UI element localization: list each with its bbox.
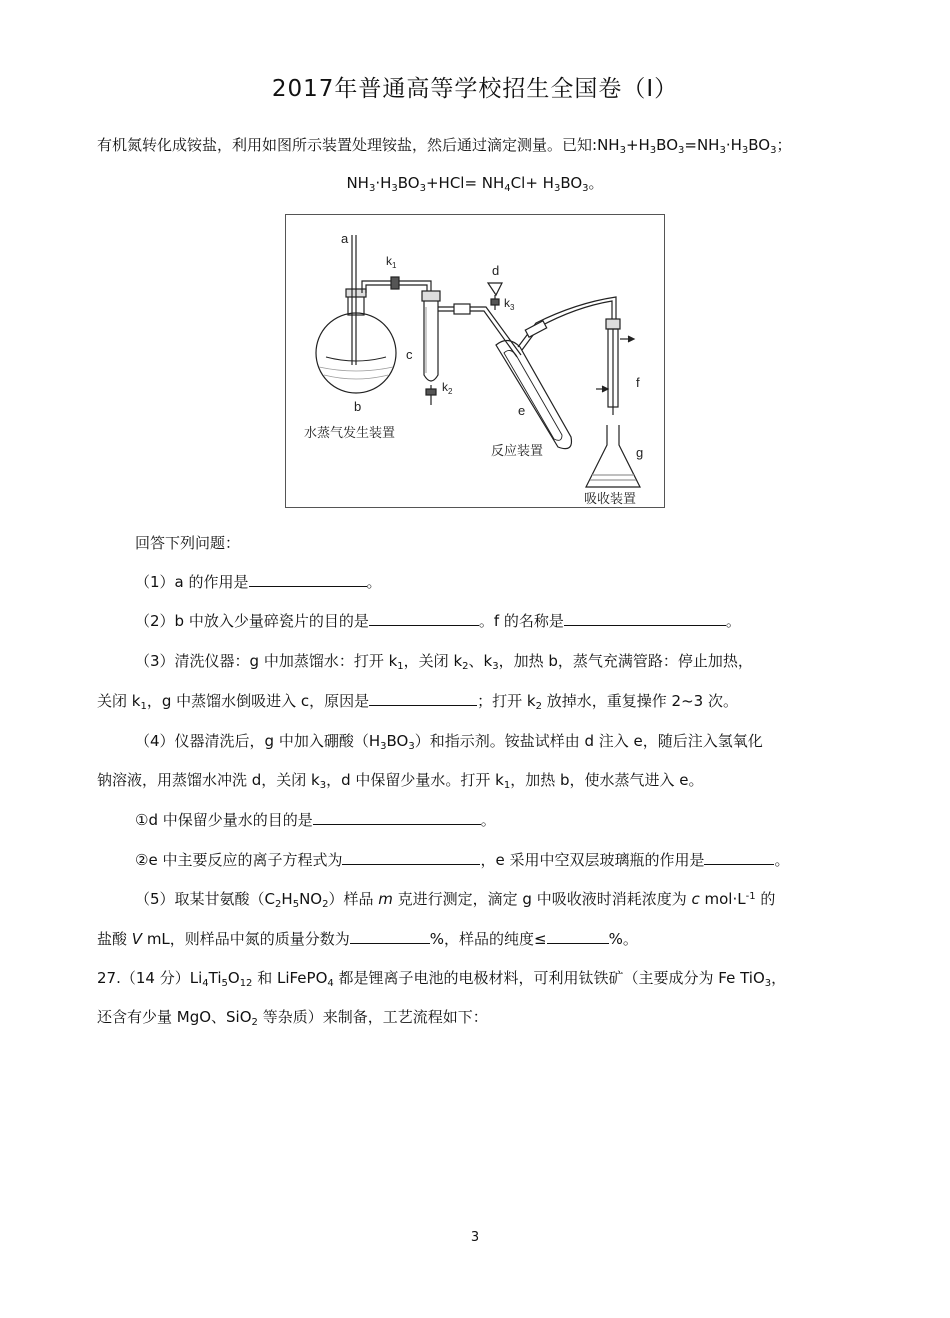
funnel-d	[488, 283, 502, 310]
question-2: （2）b 中放入少量碎瓷片的目的是 。f 的名称是 。	[135, 612, 741, 630]
caption-steam-generator: 水蒸气发生装置	[304, 425, 396, 440]
label-d: d	[492, 263, 500, 278]
label-b: b	[354, 399, 362, 414]
label-c: c	[406, 347, 413, 362]
question-4-line-2: 钠溶液，用蒸馏水冲洗 d，关闭 $k_3$，d 中保留少量水。打开 $k_1$，加热 b，使水蒸气进入 e。	[97, 771, 704, 791]
connecting-tube-3	[518, 297, 616, 347]
question-4-1: ①d 中保留少量水的目的是 。	[135, 811, 496, 829]
equation-2: $NH_3\cdot H_3BO_3+HCl= NH_4Cl+ H_3BO_3$。	[346, 174, 604, 194]
caption-reaction: 反应装置	[491, 443, 544, 458]
label-k2: $k_2$	[442, 380, 453, 396]
connecting-tube-2	[438, 307, 521, 355]
answer-blank[interactable]	[564, 611, 726, 626]
question-4-line-1: （4）仪器清洗后，g 中加入硼酸$(H_3BO_3)$和指示剂。铵盐试样由 d 注入 e，随后注入氢氧化	[135, 732, 763, 752]
label-k1: $k_1$	[386, 254, 397, 270]
answer-blank[interactable]	[342, 850, 480, 865]
apparatus-figure	[285, 214, 665, 508]
answer-blank[interactable]	[350, 929, 430, 944]
intro-line	[97, 134, 857, 156]
label-f: f	[636, 375, 640, 390]
question-5-line-2: 盐酸 V mL，则样品中氮的质量分数为 %，样品的纯度≤ %。	[97, 930, 638, 948]
column-c	[422, 291, 440, 405]
page-number: 3	[470, 1230, 480, 1245]
question-3-line-2: 关闭 $k_1$，g 中蒸馏水倒吸进入 c，原因是 ；打开 $k_2$ 放掉水，重复操作 2~3 次。	[97, 692, 738, 712]
question-3-line-1: （3）清洗仪器：g 中加蒸馏水：打开 $k_1$，关闭 $k_2$、$k_3$，加热 b，蒸气充满管路：停止加热，	[135, 652, 753, 672]
apparatus-diagram	[286, 215, 664, 507]
label-k3: $k_3$	[504, 296, 515, 312]
question-27-line-1: 27.（14 分）$Li_4Ti_5O_{12}$ 和 LiFePO$_4$ 都是锂离子电池的电极材料，可利用钛铁矿（主要成分为 Fe TiO$_3$，	[97, 969, 787, 989]
condenser-f	[596, 319, 634, 415]
answer-blank[interactable]	[369, 611, 479, 626]
k1-stopcock	[391, 277, 399, 289]
question-27-line-2: 还含有少量 MgO、SiO$_2$ 等杂质）来制备，工艺流程如下：	[97, 1008, 488, 1028]
answer-blank[interactable]	[547, 929, 609, 944]
question-4-2: ②e 中主要反应的离子方程式为 ，e 采用中空双层玻璃瓶的作用是 。	[135, 851, 790, 869]
conical-flask-g	[586, 425, 640, 487]
caption-absorption: 吸收装置	[584, 491, 637, 506]
label-g: g	[636, 445, 644, 460]
answer-blank[interactable]	[313, 810, 481, 825]
reaction-bottle-e	[496, 340, 571, 448]
answer-blank[interactable]	[369, 691, 477, 706]
intro-text: 有机氮转化成铵盐，利用如图所示装置处理铵盐，然后通过滴定测量。已知:	[97, 136, 598, 154]
questions-lead: 回答下列问题：	[135, 534, 241, 552]
question-5-line-1: （5）取某甘氨酸$(C_2H_5NO_2)$样品 m 克进行测定，滴定 g 中吸收液时消耗浓度为 c $mol\cdot L^{-1}$ 的	[135, 890, 776, 910]
answer-blank[interactable]	[704, 850, 774, 865]
label-e: e	[518, 403, 526, 418]
page-title: 2017年普通高等学校招生全国卷（Ⅰ）	[271, 76, 679, 102]
equation-1: $NH_3+H_3BO_3=NH_3\cdot H_3BO_3$；	[597, 136, 792, 156]
label-a: a	[341, 231, 349, 246]
question-1: （1）a 的作用是 。	[135, 573, 382, 591]
answer-blank[interactable]	[249, 572, 367, 587]
